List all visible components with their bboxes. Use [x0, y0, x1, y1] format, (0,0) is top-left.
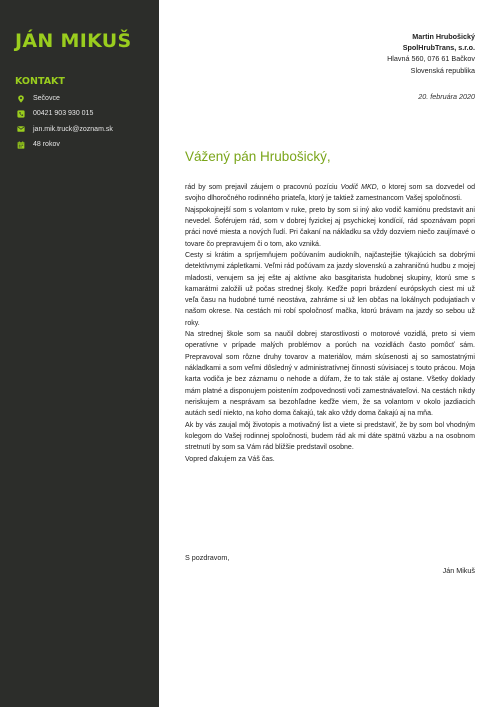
paragraph: Najspokojnejší som s volantom v ruke, preto by som si iný ako vodič kamiónu predstavit ani nevedel. Šoférujem rád, som v dobrej fyzickej aj psychickej kondícií, rád spoznávam popri práci nové miesta a nových ľudí. Pri čakaní na nákladku sa vždy dozviem niečo zaujímavé o tovare čo prepravujem či o tom, ako vzniká.	[185, 206, 475, 248]
recipient-country: Slovenská republika	[410, 65, 475, 75]
contact-phone-text[interactable]: 00421 903 930 015	[33, 110, 94, 118]
contact-email	[16, 122, 156, 137]
contact-phone	[16, 106, 156, 121]
recipient-address: Hlavná 560, 076 61 Bačkov	[387, 54, 475, 64]
applicant-name: JÁN MIKUŠ	[15, 30, 132, 52]
recipient-company: SpolHrubTrans, s.r.o.	[402, 43, 475, 53]
letter-body	[159, 0, 500, 707]
sidebar	[0, 0, 159, 707]
email-icon	[16, 125, 25, 134]
contact-location-text: Sečovce	[33, 95, 60, 102]
paragraph: Na strednej škole som sa naučil dobrej starostlivosti o motorové vozidlá, preto si viem operatívne v prípade malých problémov a porúch na vozidlách často pomôcť sám. Prepravoval som rôzne druhy tovarov a materiálov, mám skúsenosti aj so samostatnými nákladkami a som veľmi dôsledný v administratívnej činnosti súvisiacej s touto prácou. Moja karta vodiča je bez záznamu o nehode a dúfam, že to tak stále aj ostane. Všetky doklady mám platné a disponujem poistením zodpovednosti voči zamestnávateľovi. Na cestách nikdy neriskujem a nesprávam sa bezohľadne keďže viem, že sa volantom v okolo jazdiacich autách sedí niekto, na koho doma čakajú, tak ako vždy doma čakajú aj na mňa.	[185, 331, 475, 418]
intro-text-after: , o ktorej som sa dozvedel od svojho dlhoročného rodinného priateľa, ktorý je taktiež zamestnancom Vašej spoločnosti.	[185, 184, 475, 203]
contact-age	[16, 137, 156, 152]
contact-heading: KONTAKT	[15, 76, 65, 87]
paragraph: Cesty si krátim a spríjemňujem počúvaním audiokníh, najčastejšie týkajúcich sa dobrými detektívnymi zápletkami. Veľmi rád počúvam za jazdy slovenskú a zahraničnú hudbu z mojej mladosti, venujem sa jej ešte aj aktívne ako basgitarista hudobnej skupiny, ktorú sme s kamarátmi založili už počas strednej školy. Keďže popri brázdení európskych ciest mi už veľa času na hudobné turné neostáva, zahráme si už len občas na lokálnych podujatiach v našom okrese. Na cestách mi robí spoločnosť mačka, ktorú brávam na jazdy so sebou už roky.	[185, 251, 475, 327]
position-name: Vodič MKD	[340, 184, 377, 191]
contact-list	[16, 91, 156, 153]
intro-paragraph	[185, 182, 475, 205]
salutation: Vážený pán Hrubošický,	[185, 149, 331, 164]
closing: S pozdravom,	[185, 553, 230, 562]
paragraph: Ak by vás zaujal môj životopis a motivačný list a viete si predstaviť, že by som bol vhodným kolegom do Vašej rodinnej spoločnosti, budem rád ak mi dáte spätnú väzbu a na osobnom stretnutí by som sa Vám rád bližšie predstavil osobne.	[185, 421, 475, 452]
letter-text	[185, 182, 475, 465]
contact-age-text: 48 rokov	[33, 141, 60, 149]
contact-location	[16, 91, 156, 106]
recipient-block	[387, 31, 475, 76]
calendar-icon	[16, 140, 25, 149]
signature: Ján Mikuš	[442, 566, 475, 575]
contact-email-text[interactable]: jan.mik.truck@zoznam.sk	[33, 125, 113, 133]
intro-text-before: rád by som prejavil záujem o pracovnú pozíciu	[185, 184, 341, 191]
recipient-name: Martin Hrubošický	[412, 32, 475, 41]
location-pin-icon	[16, 94, 25, 103]
letter-date: 20. februára 2020	[418, 92, 475, 101]
paragraph: Vopred ďakujem za Váš čas.	[185, 455, 275, 463]
phone-icon	[16, 109, 25, 118]
